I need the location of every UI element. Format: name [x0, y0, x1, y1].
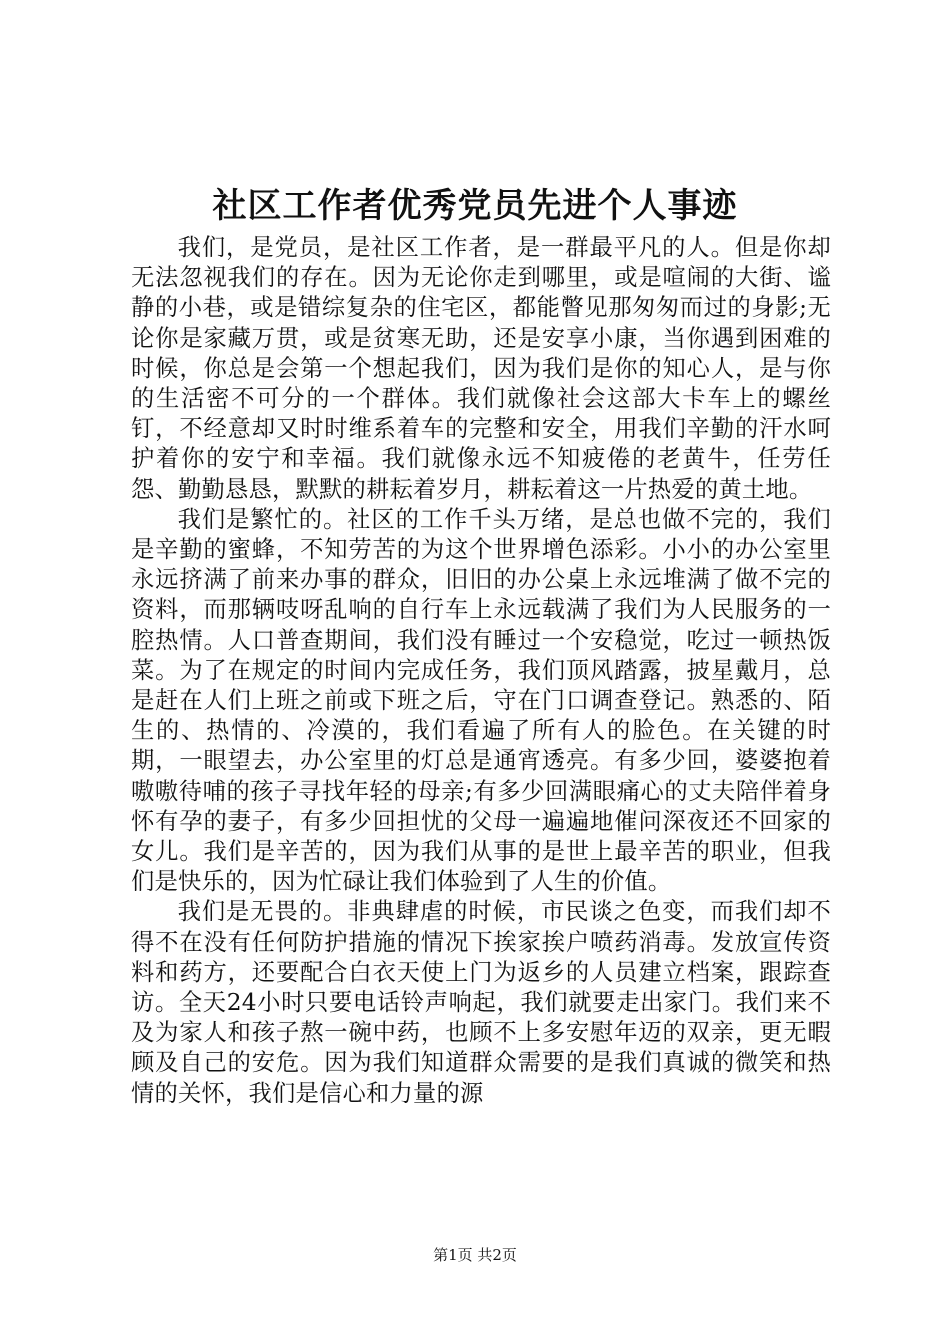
page-footer: 第1页 共2页	[433, 1246, 517, 1264]
document-body	[131, 233, 831, 1109]
paragraph-2: 我们是繁忙的。社区的工作千头万绪，是总也做不完的，我们是辛勤的蜜蜂，不知劳苦的为这个世界增色添彩。小小的办公室里永远挤满了前来办事的群众，旧旧的办公桌上永远堆满了做不完的资料，而那辆吱呀乱响的自行车上永远载满了我们为人民服务的一腔热情。人口普查期间，我们没有睡过一个安稳觉，吃过一顿热饭菜。为了在规定的时间内完成任务，我们顶风踏露，披星戴月，总是赶在人们上班之前或下班之后，守在门口调查登记。熟悉的、陌生的、热情的、冷漠的，我们看遍了所有人的脸色。在关键的时期，一眼望去，办公室里的灯总是通宵透亮。有多少回，婆婆抱着嗷嗷待哺的孩子寻找年轻的母亲;有多少回满眼痛心的丈夫陪伴着身怀有孕的妻子，有多少回担忧的父母一遍遍地催问深夜还不回家的女儿。我们是辛苦的，因为我们从事的是世上最辛苦的职业，但我们是快乐的，因为忙碌让我们体验到了人生的价值。	[131, 505, 831, 896]
paragraph-3: 我们是无畏的。非典肆虐的时候，市民谈之色变，而我们却不得不在没有任何防护措施的情况下挨家挨户喷药消毒。发放宣传资料和药方，还要配合白衣天使上门为返乡的人员建立档案，跟踪查访。全天24小时只要电话铃声响起，我们就要走出家门。我们来不及为家人和孩子熬一碗中药，也顾不上多安慰年迈的双亲，更无暇顾及自己的安危。因为我们知道群众需要的是我们真诚的微笑和热情的关怀，我们是信心和力量的源	[131, 898, 831, 1107]
paragraph-1: 我们，是党员，是社区工作者，是一群最平凡的人。但是你却无法忽视我们的存在。因为无论你走到哪里，或是喧闹的大街、谧静的小巷，或是错综复杂的住宅区，都能瞥见那匆匆而过的身影;无论你是家藏万贯，或是贫寒无助，还是安享小康，当你遇到困难的时候，你总是会第一个想起我们，因为我们是你的知心人，是与你的生活密不可分的一个群体。我们就像社会这部大卡车上的螺丝钉，不经意却又时时维系着车的完整和安全，用我们辛勤的汗水呵护着你的安宁和幸福。我们就像永远不知疲倦的老黄牛，任劳任怨、勤勤恳恳，默默的耕耘着岁月，耕耘着这一片热爱的黄土地。	[131, 234, 831, 503]
document-title: 社区工作者优秀党员先进个人事迹	[212, 186, 738, 226]
